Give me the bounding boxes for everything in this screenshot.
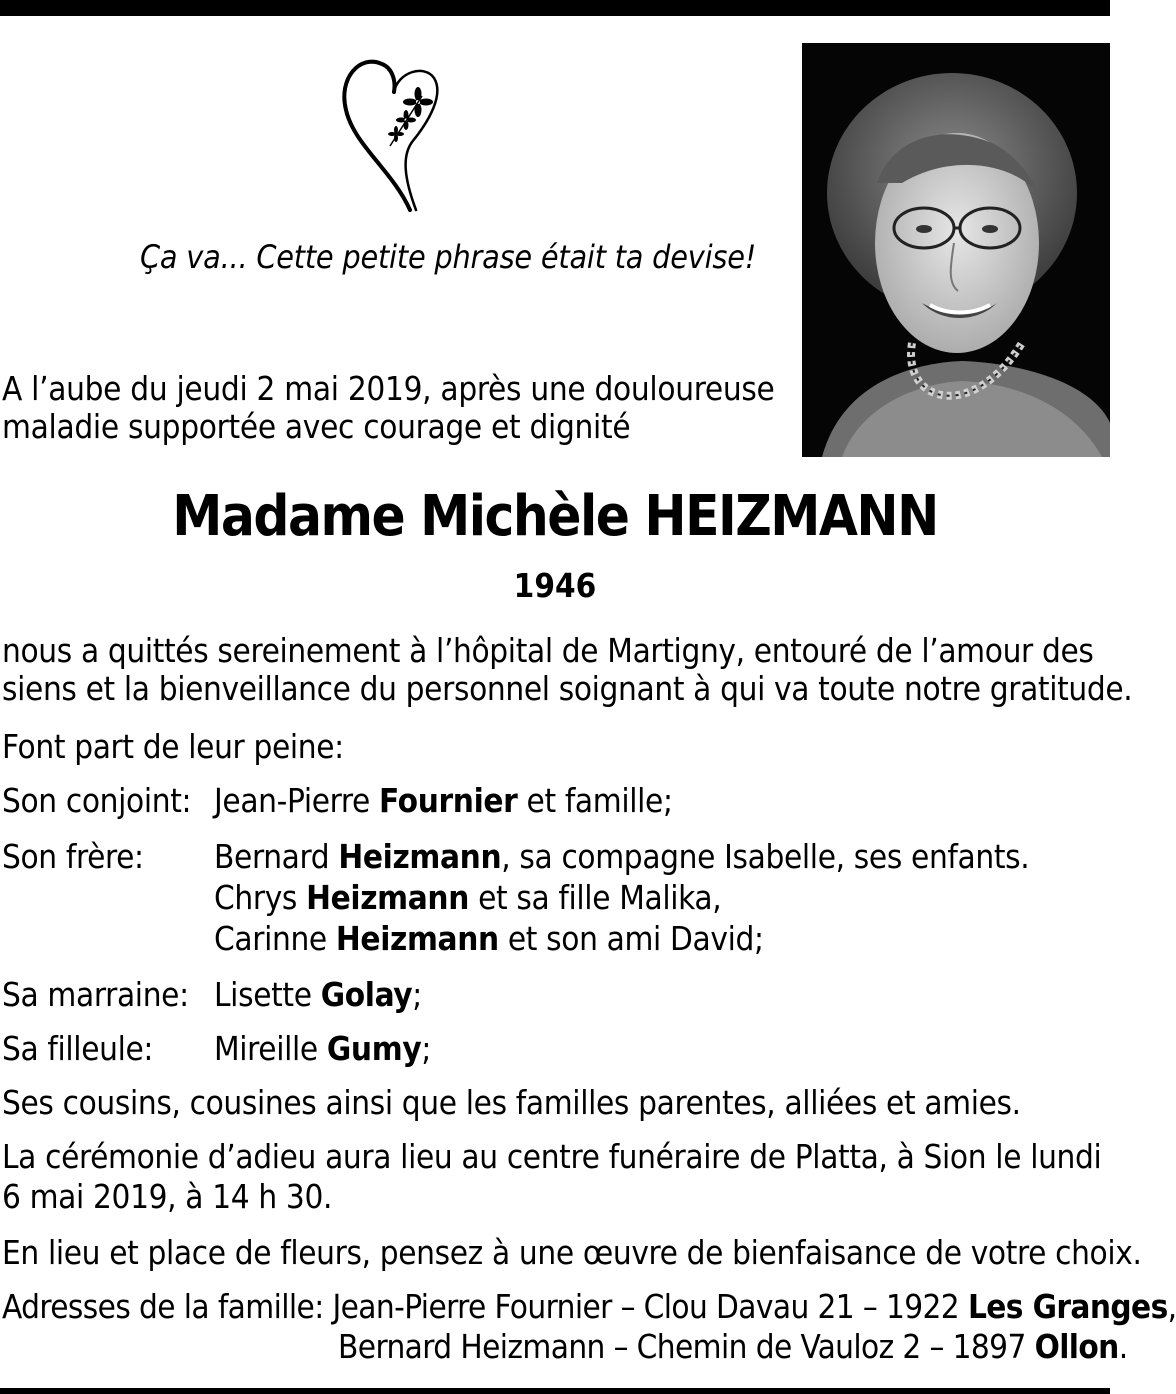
deceased-name: Madame Michèle HEIZMANN — [172, 484, 938, 549]
filleule-value: Mireille Gumy; — [214, 1029, 431, 1068]
motto: Ça va... Cette petite phrase était ta devise! — [140, 238, 757, 276]
ceremony-line-2: 6 mai 2019, à 14 h 30. — [2, 1177, 333, 1216]
marraine-value: Lisette Golay; — [214, 975, 422, 1014]
flowers-text: En lieu et place de fleurs, pensez à une œuvre de bienfaisance de votre choix. — [2, 1233, 1142, 1272]
font-part: Font part de leur peine: — [2, 727, 344, 766]
intro-text — [2, 370, 792, 446]
frere-value-3: Carinne Heizmann et son ami David; — [214, 919, 764, 958]
frere-value-1: Bernard Heizmann, sa compagne Isabelle, ses enfants. — [214, 837, 1030, 876]
intro-line-2: maladie supportée avec courage et dignité — [2, 407, 631, 446]
frere-label: Son frère: — [2, 837, 144, 876]
bottom-border — [0, 1388, 1110, 1394]
top-border — [0, 0, 1110, 16]
addresses-label: Adresses de la famille: — [2, 1287, 333, 1326]
portrait-photo — [802, 43, 1110, 457]
ceremony-line-1: La cérémonie d’adieu aura lieu au centre funéraire de Platta, à Sion le lundi — [2, 1137, 1102, 1176]
conjoint-label: Son conjoint: — [2, 781, 192, 820]
announcement-line-1: nous a quittés sereinement à l’hôpital de Martigny, entouré de l’amour des — [2, 631, 1094, 670]
address-line-2: Bernard Heizmann – Chemin de Vauloz 2 – 1897 Ollon. — [338, 1327, 1128, 1366]
address-line-1: Adresses de la famille: Jean-Pierre Fournier – Clou Davau 21 – 1922 Les Granges, — [2, 1287, 1176, 1326]
cousins-text: Ses cousins, cousines ainsi que les familles parentes, alliées et amies. — [2, 1083, 1021, 1122]
announcement-line-2: siens et la bienveillance du personnel soignant à qui va toute notre gratitude. — [2, 669, 1133, 708]
heart-flower-icon — [332, 50, 444, 218]
birth-year: 1946 — [513, 566, 597, 605]
frere-value-2: Chrys Heizmann et sa fille Malika, — [214, 878, 722, 917]
marraine-label: Sa marraine: — [2, 975, 189, 1014]
intro-line-1: A l’aube du jeudi 2 mai 2019, après une douloureuse — [2, 369, 775, 408]
conjoint-value: Jean-Pierre Fournier et famille; — [214, 781, 673, 820]
address-2-city: Ollon — [1034, 1327, 1119, 1366]
filleule-label: Sa filleule: — [2, 1029, 154, 1068]
address-1-city: Les Granges — [967, 1287, 1168, 1326]
